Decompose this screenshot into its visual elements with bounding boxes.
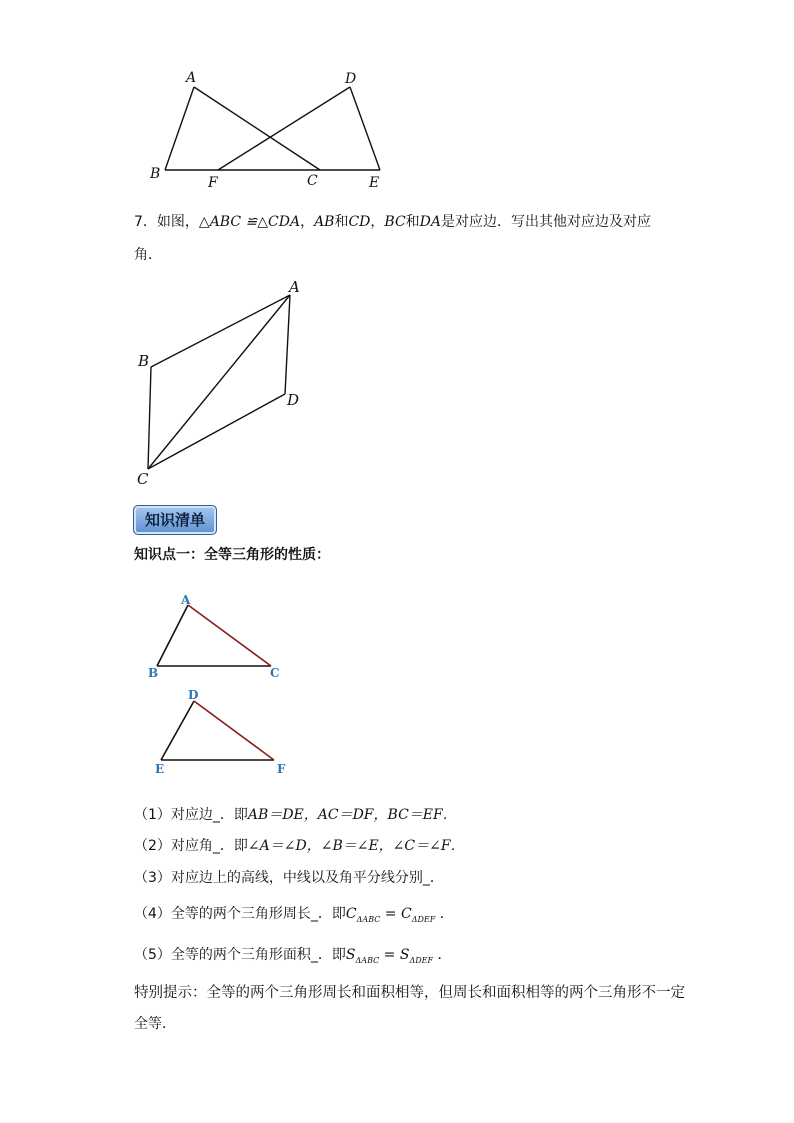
property-item-2: （2）对应角_．即∠A＝∠D，∠B＝∠E，∠C＝∠F． — [134, 838, 465, 854]
label-b: B — [148, 666, 159, 680]
label-f: F — [277, 762, 286, 776]
label-c: C — [307, 173, 318, 189]
property-item-1: （1）对应边_．即AB＝DE，AC＝DF，BC＝EF． — [134, 807, 457, 823]
label-e: E — [369, 175, 380, 191]
label-e: E — [155, 762, 165, 776]
figure-congruent-triangles — [140, 588, 300, 778]
label-c: C — [137, 470, 149, 488]
label-c: C — [270, 666, 280, 680]
property-item-5: （5）全等的两个三角形面积_．即$S_{\Delta ABC} = S_{\Delta DEF}$ ． — [134, 947, 452, 965]
figure-quadrilateral — [130, 275, 320, 495]
question-7-line2: 角． — [134, 247, 162, 263]
label-b: B — [150, 166, 161, 182]
special-tip-line2: 全等． — [134, 1016, 176, 1032]
special-tip-line1: 特别提示：全等的两个三角形周长和面积相等，但周长和面积相等的两个三角形不一定 — [134, 985, 685, 1001]
label-d: D — [188, 688, 199, 702]
label-a: A — [186, 70, 197, 86]
label-d: D — [287, 391, 300, 409]
property-item-3: （3）对应边上的高线，中线以及角平分线分别_． — [134, 870, 444, 886]
knowledge-list-badge: 知识清单 — [133, 505, 217, 535]
label-a: A — [289, 278, 300, 296]
figure-crossing-triangles — [140, 65, 400, 195]
label-a: A — [181, 593, 191, 607]
knowledge-point-title: 知识点一：全等三角形的性质： — [134, 547, 330, 563]
property-item-4: （4）全等的两个三角形周长_．即$C_{\Delta ABC} = C_{\Delta DEF}$ ． — [134, 906, 454, 924]
question-7-line1: 7．如图，△ABC ≌△CDA，AB和CD，BC和DA是对应边．写出其他对应边及对应 — [134, 214, 652, 230]
label-b: B — [138, 352, 150, 370]
label-f: F — [208, 175, 218, 191]
label-d: D — [345, 71, 357, 87]
